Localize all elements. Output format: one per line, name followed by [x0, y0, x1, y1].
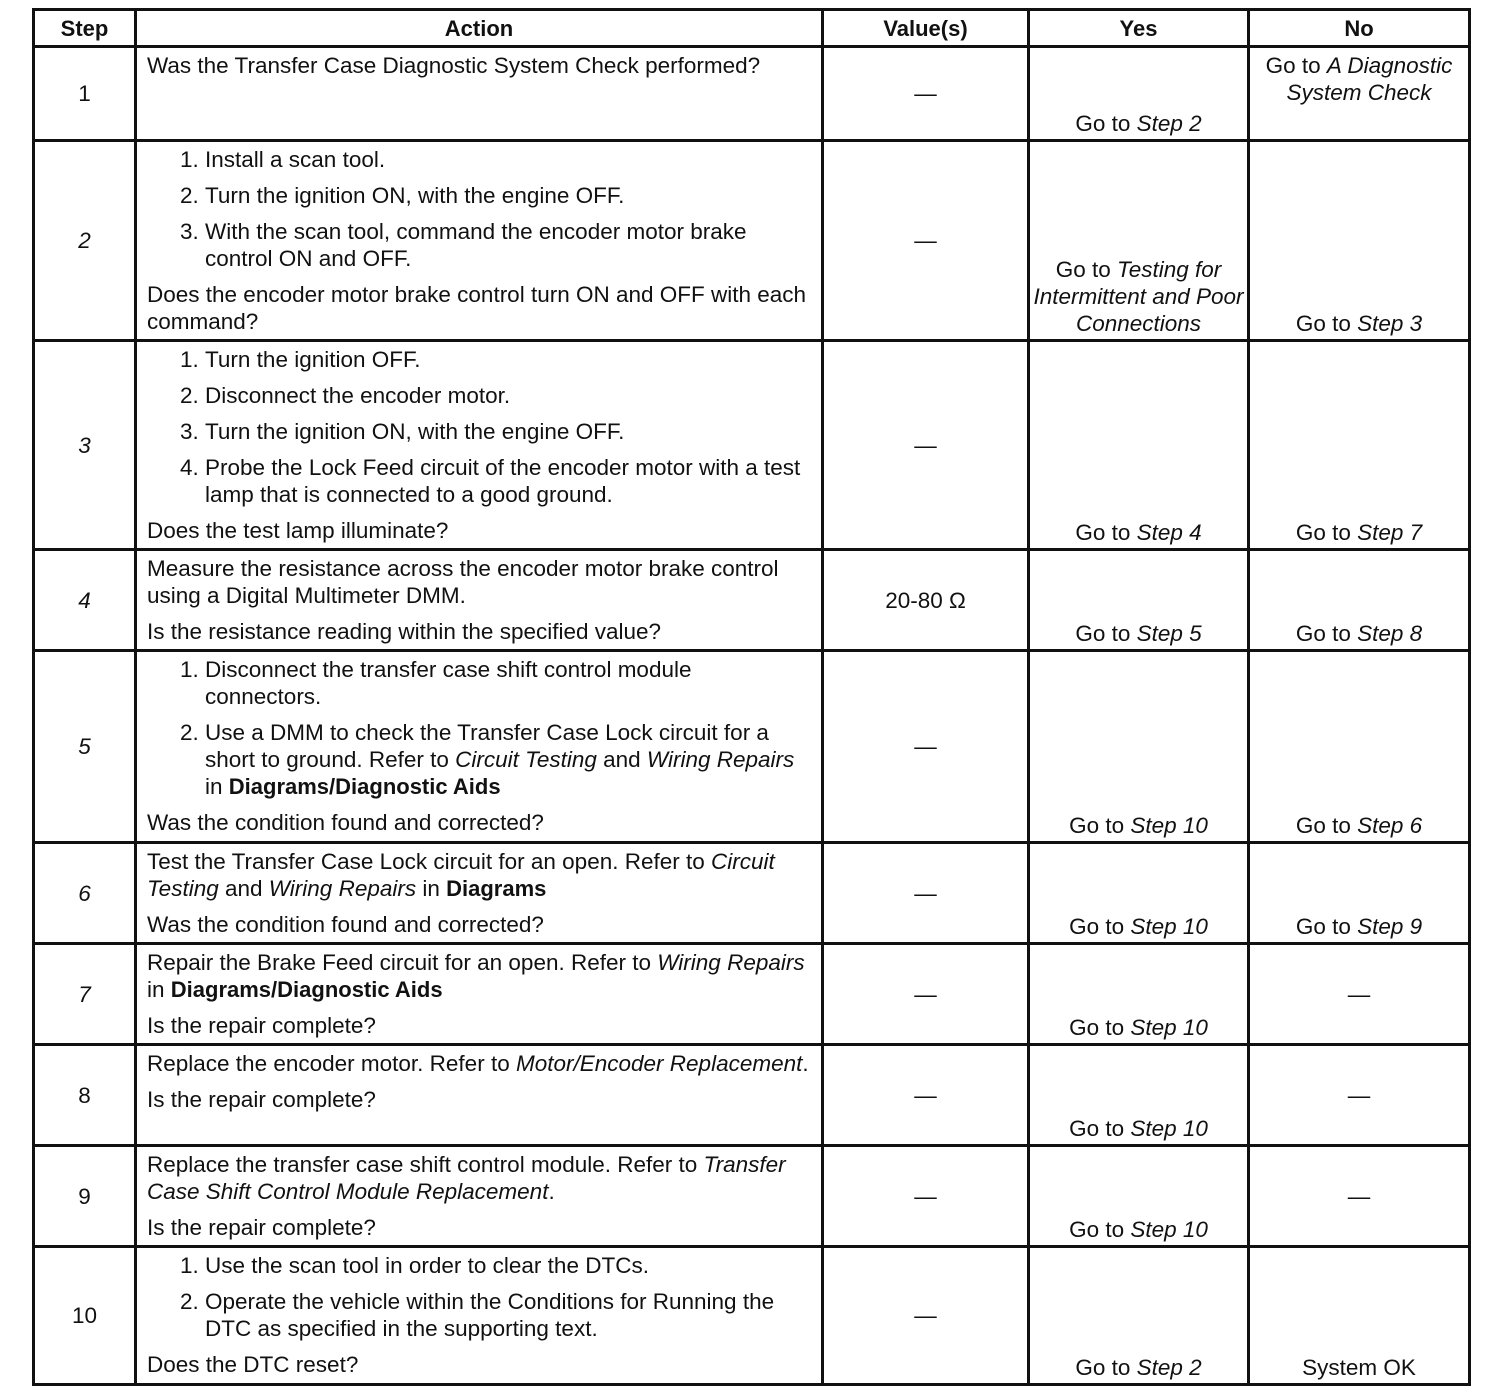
no-cell: —: [1249, 1045, 1470, 1146]
yes-cell: Go to Step 10: [1029, 1045, 1249, 1146]
step-number: 8: [34, 1045, 136, 1146]
table-row: [34, 550, 1470, 651]
yes-link[interactable]: Step 10: [1130, 1217, 1208, 1242]
step-number: 7: [34, 944, 136, 1045]
value-cell: —: [823, 944, 1029, 1045]
value-cell: —: [823, 1045, 1029, 1146]
action-question: Was the condition found and corrected?: [147, 912, 544, 937]
diagnostic-table: [32, 8, 1471, 1386]
action-question: Is the repair complete?: [147, 1215, 376, 1240]
yes-cell: Go to Step 2: [1029, 1247, 1249, 1385]
table-row: [34, 1045, 1470, 1146]
action-step: 3. With the scan tool, command the encoder motor brake control ON and OFF.: [205, 218, 811, 272]
no-link[interactable]: Step 3: [1357, 311, 1423, 336]
action-text: Test the Transfer Case Lock circuit for an open. Refer to Circuit Testing and Wiring Repairs in Diagrams: [147, 849, 775, 901]
yes-cell: Go to Step 5: [1029, 550, 1249, 651]
step-number: 2: [34, 141, 136, 341]
action-text: Was the Transfer Case Diagnostic System Check performed?: [147, 53, 761, 78]
no-cell: Go to Step 6: [1249, 651, 1470, 843]
table-row: [34, 944, 1470, 1045]
table-row: [34, 1247, 1470, 1385]
step-number: 1: [34, 47, 136, 141]
action-cell: [136, 843, 823, 944]
action-text: Replace the encoder motor. Refer to Motor/Encoder Replacement.: [147, 1051, 809, 1076]
action-question: Is the repair complete?: [147, 1013, 376, 1038]
header-step: Step: [34, 10, 136, 47]
action-cell: [136, 341, 823, 550]
value-cell: —: [823, 843, 1029, 944]
value-cell: —: [823, 1146, 1029, 1247]
header-row: [34, 10, 1470, 47]
yes-link[interactable]: Step 2: [1136, 111, 1202, 136]
table-row: [34, 47, 1470, 141]
no-link[interactable]: Step 9: [1357, 914, 1423, 939]
action-steps: [147, 1252, 811, 1342]
action-cell: [136, 1247, 823, 1385]
table-row: [34, 651, 1470, 843]
yes-link[interactable]: Step 10: [1130, 813, 1208, 838]
no-link[interactable]: Step 6: [1357, 813, 1423, 838]
no-link[interactable]: Step 7: [1357, 520, 1423, 545]
action-step: 1. Disconnect the transfer case shift control module connectors.: [205, 656, 811, 710]
value-cell: —: [823, 141, 1029, 341]
header-no: No: [1249, 10, 1470, 47]
action-step: 1. Turn the ignition OFF.: [205, 346, 811, 373]
no-cell: —: [1249, 1146, 1470, 1247]
no-cell: Go to Step 8: [1249, 550, 1470, 651]
no-cell: Go to A Diagnostic System Check: [1249, 47, 1470, 141]
step-number: 3: [34, 341, 136, 550]
no-link[interactable]: Step 8: [1357, 621, 1423, 646]
no-link[interactable]: A Diagnostic System Check: [1286, 53, 1453, 105]
action-cell: [136, 944, 823, 1045]
yes-cell: Go to Step 10: [1029, 1146, 1249, 1247]
value-cell: —: [823, 651, 1029, 843]
yes-cell: Go to Step 2: [1029, 47, 1249, 141]
action-step: 1. Use the scan tool in order to clear the DTCs.: [205, 1252, 811, 1279]
no-cell: Go to Step 9: [1249, 843, 1470, 944]
value-cell: —: [823, 341, 1029, 550]
step-number: 9: [34, 1146, 136, 1247]
yes-link[interactable]: Step 10: [1130, 1116, 1208, 1141]
action-question: Does the encoder motor brake control turn ON and OFF with each command?: [147, 282, 807, 334]
action-cell: [136, 47, 823, 141]
value-cell: —: [823, 1247, 1029, 1385]
value-cell: —: [823, 47, 1029, 141]
no-cell: —: [1249, 944, 1470, 1045]
step-number: 6: [34, 843, 136, 944]
step-number: 5: [34, 651, 136, 843]
table-row: [34, 843, 1470, 944]
header-yes: Yes: [1029, 10, 1249, 47]
no-cell: Go to Step 7: [1249, 341, 1470, 550]
yes-link[interactable]: Step 4: [1136, 520, 1202, 545]
no-cell: Go to Step 3: [1249, 141, 1470, 341]
action-step: 4. Probe the Lock Feed circuit of the encoder motor with a test lamp that is connected to a good ground.: [205, 454, 811, 508]
action-steps: [147, 146, 811, 272]
yes-link[interactable]: Testing for Intermittent and Poor Connections: [1033, 257, 1244, 336]
action-cell: [136, 550, 823, 651]
action-question: Was the condition found and corrected?: [147, 810, 544, 835]
action-step: 2. Operate the vehicle within the Conditions for Running the DTC as specified in the supporting text.: [205, 1288, 811, 1342]
action-question: Is the repair complete?: [147, 1087, 376, 1112]
action-step: 2. Disconnect the encoder motor.: [205, 382, 811, 409]
yes-link[interactable]: Step 10: [1130, 914, 1208, 939]
yes-cell: Go to Step 10: [1029, 944, 1249, 1045]
action-step: 1. Install a scan tool.: [205, 146, 811, 173]
yes-cell: Go to Step 10: [1029, 843, 1249, 944]
yes-link[interactable]: Step 5: [1136, 621, 1202, 646]
action-cell: [136, 1146, 823, 1247]
step-number: 10: [34, 1247, 136, 1385]
action-text: Measure the resistance across the encoder motor brake control using a Digital Multimeter DMM.: [147, 556, 779, 608]
table-row: [34, 341, 1470, 550]
action-steps: [147, 656, 811, 800]
table-row: [34, 141, 1470, 341]
action-text: Replace the transfer case shift control module. Refer to Transfer Case Shift Control Module Replacement.: [147, 1152, 786, 1204]
action-cell: [136, 651, 823, 843]
value-cell: 20-80 Ω: [823, 550, 1029, 651]
yes-link[interactable]: Step 10: [1130, 1015, 1208, 1040]
action-step: 2. Use a DMM to check the Transfer Case Lock circuit for a short to ground. Refer to Circuit Testing and Wiring Repairs in Diagrams/Diagnostic Aids: [205, 719, 811, 800]
action-question: Is the resistance reading within the specified value?: [147, 619, 662, 644]
yes-cell: Go to Step 4: [1029, 341, 1249, 550]
action-question: Does the test lamp illuminate?: [147, 518, 449, 543]
action-question: Does the DTC reset?: [147, 1352, 359, 1377]
header-values: Value(s): [823, 10, 1029, 47]
step-number: 4: [34, 550, 136, 651]
yes-cell: Go to Testing for Intermittent and Poor Connections: [1029, 141, 1249, 341]
action-text: Repair the Brake Feed circuit for an open. Refer to Wiring Repairs in Diagrams/Diagnostic Aids: [147, 950, 805, 1002]
header-action: Action: [136, 10, 823, 47]
action-cell: [136, 1045, 823, 1146]
action-step: 2. Turn the ignition ON, with the engine OFF.: [205, 182, 811, 209]
yes-link[interactable]: Step 2: [1136, 1355, 1202, 1380]
no-cell: System OK: [1249, 1247, 1470, 1385]
table-row: [34, 1146, 1470, 1247]
action-steps: [147, 346, 811, 508]
action-step: 3. Turn the ignition ON, with the engine OFF.: [205, 418, 811, 445]
action-cell: [136, 141, 823, 341]
yes-cell: Go to Step 10: [1029, 651, 1249, 843]
